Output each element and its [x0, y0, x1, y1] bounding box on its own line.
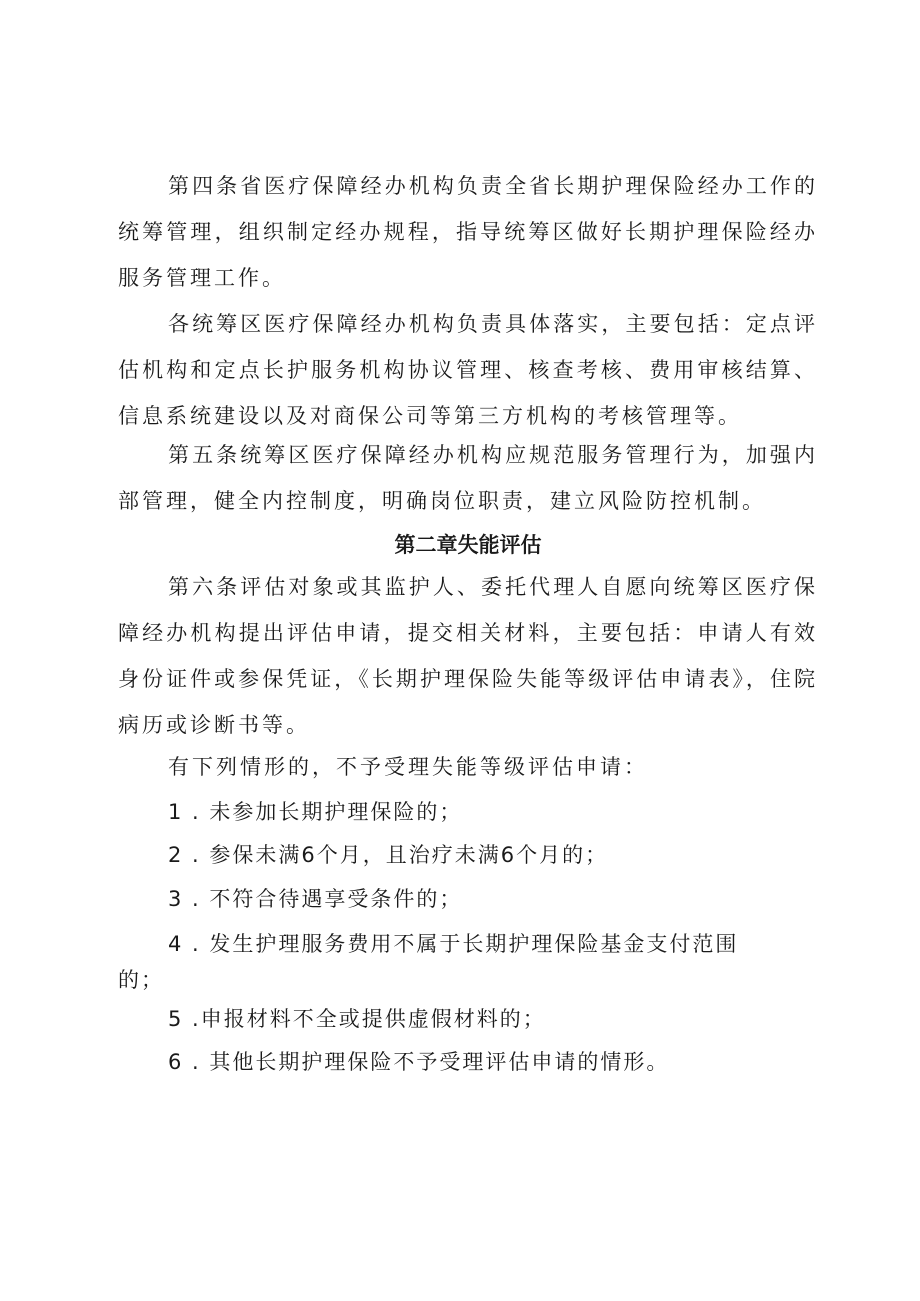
list-item-text-continuation: 的；: [118, 968, 164, 992]
article-4-paragraph: 第四条省医疗保障经办机构负责全省长期护理保险经办工作的统筹管理，组织制定经办规程，指导统筹区做好长期护理保险经办服务管理工作。: [118, 174, 818, 290]
list-item-text: 1 . 未参加长期护理保险的；: [168, 800, 463, 824]
list-item: [118, 1039, 818, 1085]
list-item-text: 4 . 发生护理服务费用不属于长期护理保险基金支付范围: [168, 932, 739, 956]
list-item: [118, 926, 818, 998]
list-item-text: 5 .申报材料不全或提供虚假材料的；: [168, 1007, 546, 1031]
list-item: [118, 832, 818, 878]
article-6-paragraph: 第六条评估对象或其监护人、委托代理人自愿向统筹区医疗保障经办机构提出评估申请，提交相关材料，主要包括：申请人有效身份证件或参保凭证，《长期护理保险失能等级评估申请表》，住院病历或诊断书等。: [118, 575, 818, 737]
article-5-paragraph: 第五条统筹区医疗保障经办机构应规范服务管理行为，加强内部管理，健全内控制度，明确岗位职责，建立风险防控机制。: [118, 443, 818, 513]
list-item-text: 3 . 不符合待遇享受条件的；: [168, 887, 463, 911]
list-item: [118, 996, 818, 1042]
list-item: [118, 876, 818, 922]
list-item-text: 6 . 其他长期护理保险不予受理评估申请的情形。: [168, 1050, 670, 1074]
chapter-2-title: 第二章失能评估: [394, 533, 542, 557]
list-item-text: 2 . 参保未满6个月，且治疗未满6个月的；: [168, 843, 609, 867]
article-4-implementation-paragraph: 各统筹区医疗保障经办机构负责具体落实，主要包括：定点评估机构和定点长护服务机构协议管理、核查考核、费用审核结算、信息系统建设以及对商保公司等第三方机构的考核管理等。: [118, 312, 818, 428]
list-item: [118, 789, 818, 835]
rejection-intro-paragraph: 有下列情形的，不予受理失能等级评估申请：: [168, 755, 648, 779]
